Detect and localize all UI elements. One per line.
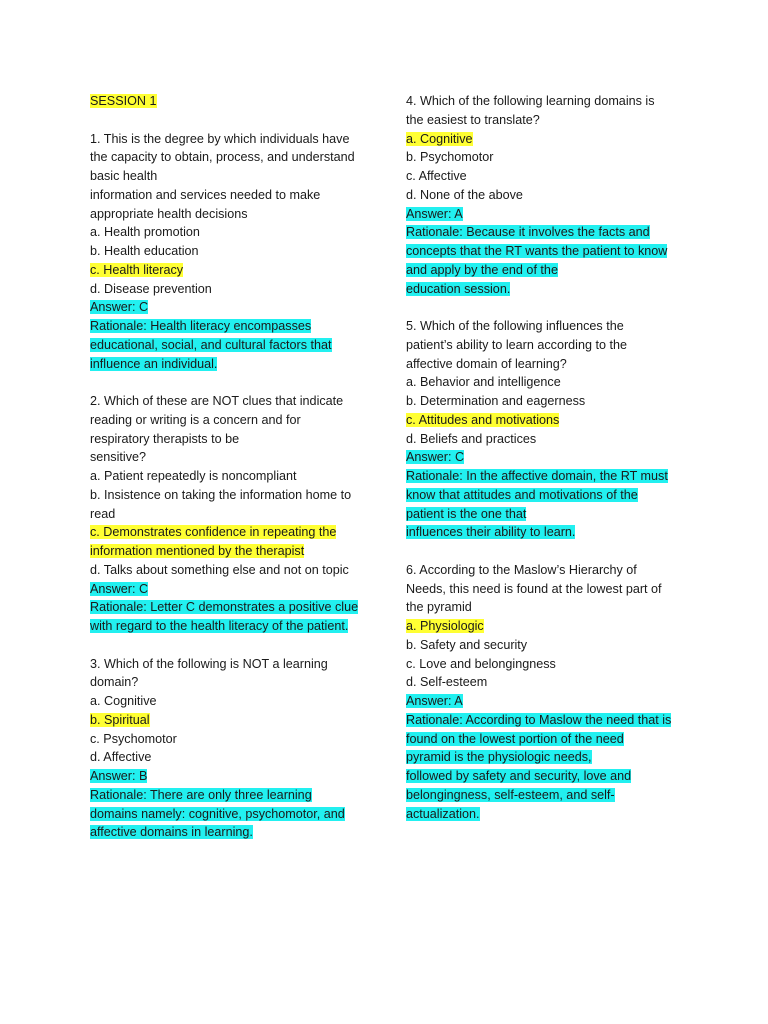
question-4-option-b: b. Psychomotor (406, 150, 494, 165)
question-6-answer: Answer: A (406, 694, 463, 708)
question-2-option-a: a. Patient repeatedly is noncompliant (90, 469, 297, 483)
question-1-text-line-4: information and services needed to make (90, 187, 321, 202)
question-2-option-c-line-2: information mentioned by the therapist (90, 544, 305, 558)
question-5-option-c: c. Attitudes and motivations (406, 412, 560, 427)
question-3-text-line-2: domain? (90, 675, 139, 690)
question-1-text-line-5: appropriate health decisions (90, 206, 248, 221)
question-6-option-d: d. Self-esteem (406, 675, 488, 690)
question-1-text-line-1: 1. This is the degree by which individuals have (90, 131, 350, 146)
question-3-option-a: a. Cognitive (90, 694, 157, 708)
question-3-option-d: d. Affective (90, 750, 152, 765)
question-3 (90, 655, 375, 843)
question-2-answer: Answer: C (90, 581, 149, 596)
question-3-option-c: c. Psychomotor (90, 731, 177, 746)
question-2-text-line-3: respiratory therapists to be (90, 431, 240, 446)
question-6-rationale-line-5: belongingness, self-esteem, and self- (406, 787, 615, 802)
question-6-text-line-1: 6. According to the Maslow’s Hierarchy of (406, 562, 637, 577)
question-1-option-d: d. Disease prevention (90, 281, 212, 296)
question-1-rationale-line-3: influence an individual. (90, 356, 218, 371)
question-5-text-line-2: patient’s ability to learn according to the (406, 337, 627, 352)
question-3-rationale-line-2: domains namely: cognitive, psychomotor, and (90, 806, 345, 821)
question-2-option-d: d. Talks about something else and not on topic (90, 562, 349, 577)
question-4-text-line-2: the easiest to translate? (406, 112, 540, 127)
question-6-rationale-line-3: pyramid is the physiologic needs, (406, 750, 592, 765)
question-6 (406, 561, 691, 824)
question-6-rationale-line-4: followed by safety and security, love and (406, 769, 632, 783)
question-3-answer: Answer: B (90, 769, 148, 783)
question-4-option-a: a. Cognitive (406, 131, 473, 146)
question-6-text-line-2: Needs, this need is found at the lowest part of (406, 581, 662, 596)
session-title-line (90, 92, 375, 111)
question-4-rationale-line-3: and apply by the end of the (406, 262, 558, 277)
question-2 (90, 392, 375, 636)
question-4-text-line-1: 4. Which of the following learning domains is (406, 94, 655, 108)
question-5-text-line-1: 5. Which of the following influences the (406, 319, 624, 333)
question-2-text-line-2: reading or writing is a concern and for (90, 412, 301, 427)
question-1-option-a: a. Health promotion (90, 225, 200, 240)
question-6-option-b: b. Safety and security (406, 637, 528, 652)
question-5-option-d: d. Beliefs and practices (406, 431, 537, 446)
question-4-rationale-line-1: Rationale: Because it involves the facts and (406, 225, 650, 240)
question-5-text-line-3: affective domain of learning? (406, 356, 567, 371)
question-5 (406, 317, 691, 542)
question-1-option-b: b. Health education (90, 244, 199, 258)
question-4-rationale-line-4: education session. (406, 281, 511, 296)
question-5-rationale-line-3: patient is the one that (406, 506, 527, 521)
question-1-rationale-line-1: Rationale: Health literacy encompasses (90, 319, 312, 333)
question-3-text-line-1: 3. Which of the following is NOT a learning (90, 656, 328, 671)
question-1-answer: Answer: C (90, 300, 149, 315)
question-1-rationale-line-2: educational, social, and cultural factors that (90, 337, 332, 352)
question-5-option-b: b. Determination and eagerness (406, 394, 586, 408)
question-4 (406, 92, 691, 298)
question-6-rationale-line-2: found on the lowest portion of the need (406, 731, 624, 746)
left-column (90, 92, 375, 842)
question-1 (90, 130, 375, 374)
question-2-text-line-1: 2. Which of these are NOT clues that indicate (90, 394, 344, 408)
session-title: SESSION 1 (90, 94, 157, 108)
question-2-rationale-line-1: Rationale: Letter C demonstrates a positive clue (90, 600, 359, 615)
question-3-rationale-line-3: affective domains in learning. (90, 825, 253, 840)
question-6-text-line-3: the pyramid (406, 600, 472, 615)
question-4-option-d: d. None of the above (406, 187, 523, 202)
question-1-text-line-2: the capacity to obtain, process, and understand (90, 150, 355, 165)
question-5-rationale-line-1: Rationale: In the affective domain, the RT must (406, 469, 668, 483)
question-1-option-c: c. Health literacy (90, 262, 184, 277)
question-3-option-b: b. Spiritual (90, 712, 150, 727)
question-2-rationale-line-2: with regard to the health literacy of the patient. (90, 619, 349, 633)
question-4-option-c: c. Affective (406, 169, 467, 183)
question-5-answer: Answer: C (406, 450, 465, 465)
question-5-rationale-line-4: influences their ability to learn. (406, 525, 576, 540)
question-6-rationale-line-6: actualization. (406, 806, 480, 821)
question-4-rationale-line-2: concepts that the RT wants the patient to know (406, 244, 668, 258)
question-4-answer: Answer: A (406, 206, 463, 221)
question-5-rationale-line-2: know that attitudes and motivations of the (406, 487, 638, 502)
question-6-option-a: a. Physiologic (406, 619, 484, 633)
question-2-option-b-line-1: b. Insistence on taking the information home to (90, 487, 352, 502)
right-column (406, 92, 691, 823)
question-2-option-b-line-2: read (90, 506, 116, 521)
question-6-rationale-line-1: Rationale: According to Maslow the need that is (406, 712, 672, 727)
question-2-text-line-4: sensitive? (90, 450, 147, 465)
question-5-option-a: a. Behavior and intelligence (406, 375, 561, 390)
question-1-text-line-3: basic health (90, 169, 158, 183)
question-2-option-c-line-1: c. Demonstrates confidence in repeating the (90, 525, 337, 540)
question-3-rationale-line-1: Rationale: There are only three learning (90, 787, 312, 802)
question-6-option-c: c. Love and belongingness (406, 656, 556, 671)
